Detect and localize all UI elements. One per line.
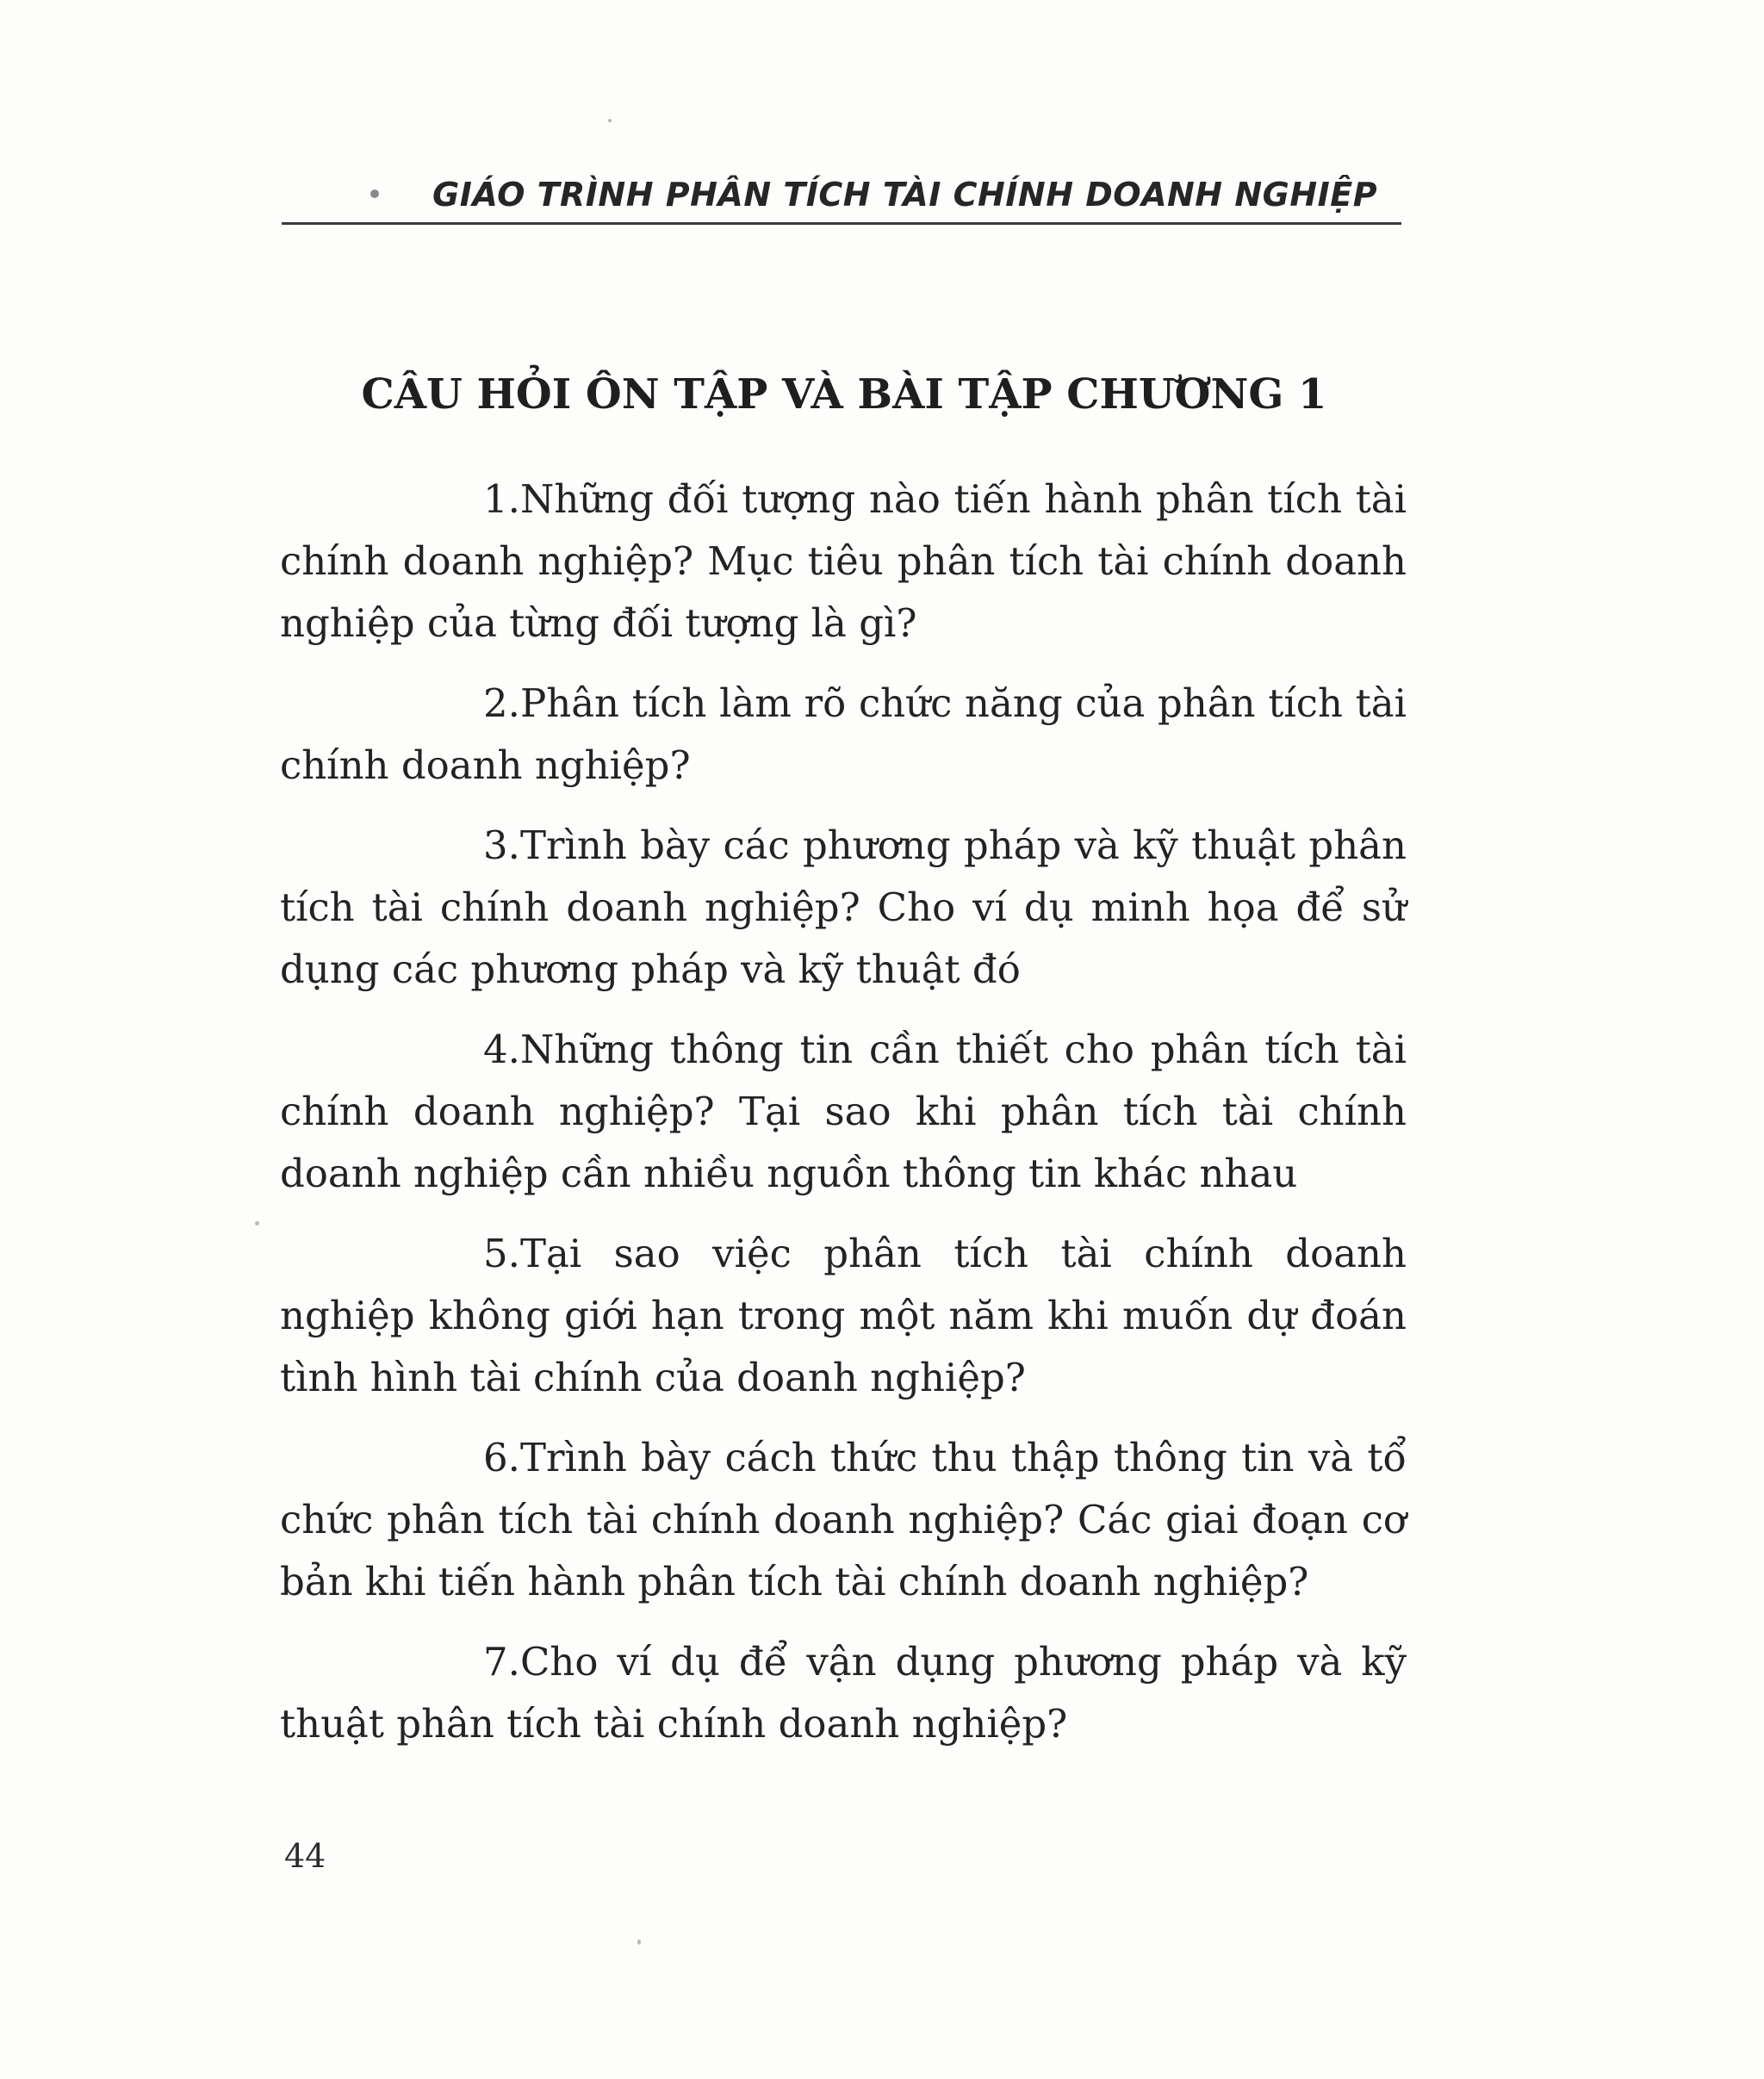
scan-speck xyxy=(608,119,612,122)
question-text: Trình bày cách thức thu thập thông tin và tổ chức phân tích tài chính doanh nghiệp? Các giai đoạn cơ bản khi tiến hành phân tích tài chính doanh nghiệp? xyxy=(280,1435,1407,1604)
question-number: 2. xyxy=(483,680,520,726)
question-number: 5. xyxy=(483,1231,520,1276)
question-item xyxy=(280,1631,1407,1755)
scan-speck xyxy=(637,1939,641,1945)
question-number: 7. xyxy=(483,1639,520,1685)
page-number: 44 xyxy=(284,1837,326,1875)
question-item xyxy=(280,1223,1407,1409)
question-number: 1. xyxy=(483,476,520,522)
chapter-heading: CÂU HỎI ÔN TẬP VÀ BÀI TẬP CHƯƠNG 1 xyxy=(361,370,1327,419)
question-number: 6. xyxy=(483,1435,520,1480)
running-header xyxy=(282,169,1401,229)
question-number: 3. xyxy=(483,822,520,868)
question-item xyxy=(280,1427,1407,1613)
question-text: Trình bày các phương pháp và kỹ thuật phân tích tài chính doanh nghiệp? Cho ví dụ minh họa để sử dụng các phương pháp và kỹ thuật đó xyxy=(280,822,1407,992)
question-item xyxy=(280,1019,1407,1205)
running-header-title: GIÁO TRÌNH PHÂN TÍCH TÀI CHÍNH DOANH NGHIỆP xyxy=(432,176,1378,214)
question-text: Những thông tin cần thiết cho phân tích tài chính doanh nghiệp? Tại sao khi phân tích tài chính doanh nghiệp cần nhiều nguồn thông tin khác nhau xyxy=(280,1027,1407,1196)
question-number: 4. xyxy=(483,1027,520,1072)
question-item xyxy=(280,673,1407,797)
header-rule xyxy=(282,222,1401,225)
question-item xyxy=(280,469,1407,655)
question-list xyxy=(280,469,1407,1773)
question-text: Tại sao việc phân tích tài chính doanh nghiệp không giới hạn trong một năm khi muốn dự đoán tình hình tài chính của doanh nghiệp? xyxy=(280,1231,1407,1400)
scan-speck xyxy=(255,1221,259,1226)
question-text: Những đối tượng nào tiến hành phân tích tài chính doanh nghiệp? Mục tiêu phân tích tài chính doanh nghiệp của từng đối tượng là gì? xyxy=(280,476,1407,646)
header-bullet-icon xyxy=(370,189,379,198)
question-item xyxy=(280,815,1407,1001)
question-text: Phân tích làm rõ chức năng của phân tích tài chính doanh nghiệp? xyxy=(280,680,1407,788)
question-text: Cho ví dụ để vận dụng phương pháp và kỹ thuật phân tích tài chính doanh nghiệp? xyxy=(280,1639,1407,1747)
